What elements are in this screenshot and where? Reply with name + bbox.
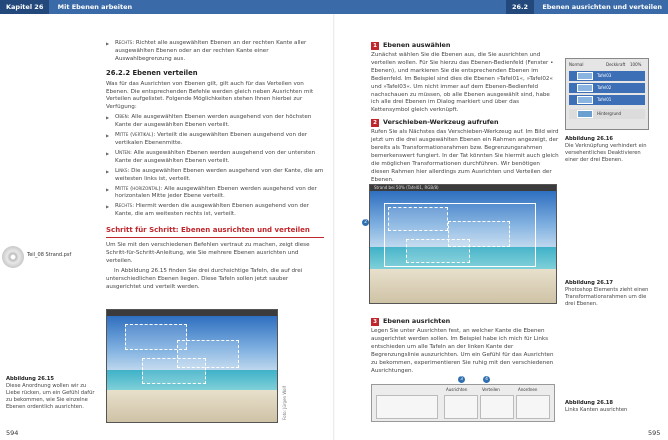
arrange-group-label: Anordnen — [518, 387, 538, 392]
right-main-column — [371, 40, 559, 187]
panel-tafel03 — [142, 358, 206, 384]
paragraph: Um Sie mit den verschiedenen Befehlen vertraut zu machen, zeigt diese Schritt-für-Schritt-Anleitung, wie Sie mehrere Ebenen ausrichten und verteilen. — [106, 242, 310, 264]
paragraph: Was für das Ausrichten von Ebenen gilt, gilt auch für das Verteilen von Ebenen. Die entsprechenden Befehle werden gleich neben Ausrichten mit Verteilen aufgelistet. Folgende Möglichkeiten stehen Ihnen hierbei zur Verfügung: — [106, 80, 314, 111]
marker-2-icon: 2 — [362, 219, 369, 226]
list-item: ▶ Rechts: Hiermit werden die ausgewählten Ebenen ausgehend von der Kante, die am weitesten rechts ist, verteilt. — [106, 203, 324, 219]
caption-26-18: Abbildung 26.18 Links Kanten ausrichten — [565, 400, 628, 413]
tutorial-heading: Schritt für Schritt: Ebenen ausrichten und verteilen — [106, 227, 324, 238]
list-item: ▶ Oben: Alle ausgewählten Ebenen werden ausgehend von der höchsten Kante der ausgewählten Ebenen verteilt. — [106, 114, 324, 130]
section-title: Ebenen ausrichten und verteilen — [542, 3, 662, 11]
chapter-title: Mit Ebenen arbeiten — [57, 3, 133, 11]
paragraph: Rufen Sie als Nächstes das Verschieben-Werkzeug auf. Im Bild wird jetzt um die drei ausgewählten Ebenen ein Rahmen angezeigt, der bereits als Transformationsrahmen bzw. Begrenzungsrahmen bemerkenswert fungiert. In der Tat könnten Sie hiermit auch gleich die möglichen Transformationen durchführen. Wir benötigen diesen Rahmen hier allerdings zum Ausrichten und Verteilen der Ebenen. — [371, 129, 559, 183]
layers-panel — [565, 58, 649, 130]
left-main-column — [106, 40, 324, 293]
photo-sand — [370, 269, 556, 303]
align-group-label: Ausrichten — [446, 387, 468, 392]
layer-row[interactable]: Tafel02 — [569, 83, 645, 93]
opacity-label: Deckkraft — [606, 62, 626, 67]
cd-file-label: Teil_08 Strand.psf — [27, 252, 72, 258]
opacity-value: 100% — [630, 62, 642, 67]
list-item: ▶ Rechts: Richtet alle ausgewählten Ebenen an der rechten Kante aller ausgewählten Ebenen oder an der rechten Kante einer Auswahlbegrenzung aus. — [106, 40, 324, 64]
window-titlebar: Strand bei 50% (Tafel01, RGB/8) — [370, 185, 556, 191]
step-1-heading: 1 Ebenen auswählen — [371, 42, 559, 50]
cd-icon — [2, 246, 24, 268]
caption-26-17: Abbildung 26.17 Photoshop Elements zieht einen Transformationsrahmen um die drei Ebenen. — [565, 280, 649, 307]
page-number-left: 594 — [6, 429, 19, 437]
list-item: ▶ Mitte (vertikal): Verteilt die ausgewählten Ebenen ausgehend von der vertikalen Ebenenmitte. — [106, 132, 324, 148]
section-number: 26.2 — [506, 0, 534, 14]
marker-4-icon: 4 — [483, 376, 490, 383]
paragraph: Zunächst wählen Sie die Ebenen aus, die Sie ausrichten und verteilen wollen. Für Sie hierzu das Ebenen-Bedienfeld (Fenster • Ebenen), und markieren Sie die entsprechenden Ebenen im Bedienfeld. Im Beispiel sind dies die Ebenen »Tafel01«, »Tafel02« und »Tafel03«. Um nicht immer auf dem Ebenen-Bedienfeld nachschauen zu müssen, ob alle Ebenen ausgewählt sind, habe ich alle drei Ebenen im Dialog markiert und über das Kettensymbol gleich verknüpft. — [371, 52, 554, 114]
chapter-number: Kapitel 26 — [0, 0, 49, 14]
move-tool-options-bar — [371, 384, 555, 422]
page-number-right: 595 — [648, 429, 661, 437]
layer-row[interactable]: Hintergrund — [569, 109, 645, 119]
layer-row[interactable]: Tafel01 — [569, 95, 645, 105]
right-step3-column — [371, 316, 559, 377]
book-gutter — [333, 14, 335, 440]
panel-tafel03 — [406, 239, 470, 263]
paragraph: Legen Sie unter Ausrichten fest, an welcher Kante die Ebenen ausgerichtet werden sollen. Im Beispiel habe ich mich für Links entschieden um alle Tafeln an der linken Kante der Begrenzungslinie auszurichten. Um ein Gefühl für das Ausrichten zu bekommen, experimentieren Sie ruhig mit den verschiedenen Ausrichtungen. — [371, 328, 554, 374]
step-2-heading: 2 Verschieben-Werkzeug aufrufen — [371, 119, 559, 127]
header-left — [0, 0, 334, 14]
header-right — [334, 0, 668, 14]
subsection-heading: 26.2.2 Ebenen verteilen — [106, 68, 198, 77]
align-buttons[interactable] — [444, 395, 478, 419]
panel-tafel01 — [388, 207, 448, 231]
figure-26-15-screenshot — [106, 309, 278, 423]
caption-26-16: Abbildung 26.16 Die Verknüpfung verhindert ein versehentliches Deaktivieren einer der drei Ebenen. — [565, 136, 647, 163]
distribute-group-label: Verteilen — [482, 387, 500, 392]
list-item: ▶ Links: Die ausgewählten Ebenen werden ausgehend von der Kante, die am weitesten links ist, verteilt. — [106, 168, 324, 184]
photo-credit: Foto: Jürgen Wolf — [282, 385, 287, 420]
step-3-heading: 3 Ebenen ausrichten — [371, 318, 559, 326]
paragraph: In Abbildung 26.15 finden Sie drei durchsichtige Tafeln, die auf drei unterschiedlichen Ebenen liegen. Diese Tafeln sollen jetzt sauber ausgerichtet und verteilt werden. — [106, 267, 303, 290]
caption-26-15: Abbildung 26.15 Diese Anordnung wollen wir zu Liebe rücken, um ein Gefühl dafür zu bekommen, wie Sie einzelne Ebenen ordentlich ausrichten. — [6, 376, 95, 410]
figure-26-17-screenshot — [369, 184, 557, 304]
layer-row[interactable]: Tafel03 — [569, 71, 645, 81]
marker-3-icon: 3 — [458, 376, 465, 383]
distribute-options-list — [106, 114, 324, 219]
checkbox-group[interactable] — [376, 395, 438, 419]
distribute-buttons[interactable] — [480, 395, 514, 419]
list-item: ▶ Unten: Alle ausgewählten Ebenen werden ausgehend von der untersten Kante der ausgewählten Ebenen verteilt. — [106, 150, 324, 166]
blend-mode: Normal — [569, 62, 584, 67]
intro-bullets — [106, 40, 324, 64]
photo-sand — [107, 390, 277, 422]
list-item: ▶ Mitte (horizontal): Alle ausgewählten Ebenen werden ausgehend von der horizontalen Mitte jeder Ebene verteilt. — [106, 186, 324, 202]
arrange-buttons[interactable] — [516, 395, 550, 419]
